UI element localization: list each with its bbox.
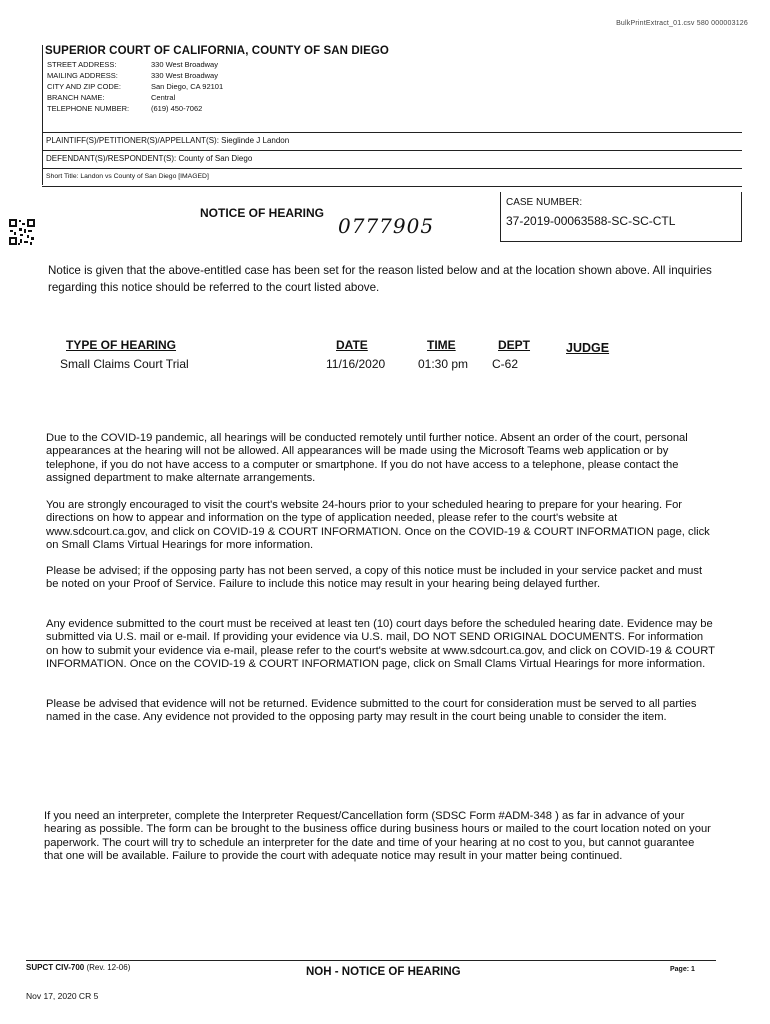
intro-paragraph: Notice is given that the above-entitled case has been set for the reason listed below and at the location shown above. All inquiries regarding this notice should be referred to the court listed above. [48, 264, 712, 294]
hearing-date: 11/16/2020 [326, 357, 386, 371]
header-date: DATE [336, 338, 368, 352]
address-value: (619) 450-7062 [151, 104, 203, 113]
footer-rule [26, 960, 716, 961]
header-judge: JUDGE [566, 341, 610, 355]
court-name: SUPERIOR COURT OF CALIFORNIA, COUNTY OF SAN DIEGO [45, 45, 389, 57]
footer-title: NOH - NOTICE OF HEARING [306, 966, 461, 978]
address-label: MAILING ADDRESS: [47, 71, 118, 80]
rule-above-defendant [42, 150, 742, 151]
paragraph-service: Please be advised; if the opposing party has not been served, a copy of this notice must be included in your service packet and must be noted on your Proof of Service. Failure to include this notice may result in your hearing being delayed further. [46, 565, 703, 591]
hearing-dept: C-62 [492, 357, 519, 371]
short-title: Short Title: Landon vs County of San Diego [IMAGED] [46, 173, 209, 180]
hearing-time: 01:30 pm [418, 357, 469, 371]
address-row-branch [43, 92, 742, 103]
footer-page-number: Page: 1 [670, 966, 695, 973]
notice-title: NOTICE OF HEARING [200, 206, 325, 220]
address-label: TELEPHONE NUMBER: [47, 104, 130, 113]
paragraph-covid: Due to the COVID-19 pandemic, all hearings will be conducted remotely until further notice. Absent an order of the court, personal appearances at the hearing will not be allowed. All appearances will be made using the Microsoft Teams web application or by telephone, if you do not have access to a computer or smartphone. If you do not have access to a telephone, please contact the assigned department to make alternate arrangements. [46, 432, 688, 484]
paragraph-interpreter: If you need an interpreter, complete the Interpreter Request/Cancellation form (SDSC Form #ADM-348 ) as far in advance of your hearing as possible. The form can be brought to the business office during business hours or mailed to the court location noted on your paperwork. The court will try to schedule an interpreter for the date and time of your hearing at no cost to you, but cannot guarantee that one will be available. Failure to provide the court with adequate notice may result in your matter being continued. [44, 810, 711, 862]
address-value: Central [151, 93, 176, 102]
hearing-type: Small Claims Court Trial [60, 357, 189, 371]
paragraph-evidence-return: Please be advised that evidence will not be returned. Evidence submitted to the court for consideration must be served to all parties named in the case. Any evidence not provided to the opposing party may result in the court being unable to consider the item. [46, 698, 697, 724]
case-number: 37-2019-00063588-SC-SC-CTL [506, 214, 676, 228]
header-time: TIME [427, 338, 456, 352]
defendant-line: DEFENDANT(S)/RESPONDENT(S): County of San Diego [46, 154, 253, 163]
form-revision: (Rev. 12-06) [86, 963, 131, 972]
address-value: San Diego, CA 92101 [151, 82, 224, 91]
address-value: 330 West Broadway [151, 71, 218, 80]
address-row-telephone [43, 103, 742, 114]
form-id: SUPCT CIV-700 [26, 963, 85, 972]
rule-above-plaintiff [42, 132, 742, 133]
plaintiff-line: PLAINTIFF(S)/PETITIONER(S)/APPELLANT(S): Sieglinde J Landon [46, 136, 290, 145]
print-reference: BulkPrintExtract_01.csv 580 000003126 [616, 20, 748, 27]
court-address-block [43, 59, 742, 114]
qr-code-icon [8, 218, 36, 246]
address-row-city [43, 81, 742, 92]
address-value: 330 West Broadway [151, 60, 218, 69]
header-dept: DEPT [498, 338, 531, 352]
address-row-street [43, 59, 742, 70]
paragraph-website: You are strongly encouraged to visit the court's website 24-hours prior to your scheduled hearing to prepare for your hearing. For directions on how to appear and information on the type of application needed, please refer to the court's website at www.sdcourt.ca.gov, and click on COVID-19 & COURT INFORMATION. Once on the COVID-19 & COURT INFORMATION page, click on Small Clams Virtual Hearings for more information. [46, 499, 710, 551]
footer-form-id [26, 963, 130, 972]
footer-print-date: Nov 17, 2020 CR 5 [26, 991, 99, 1001]
address-label: CITY AND ZIP CODE: [47, 82, 121, 91]
handwritten-number: 0777905 [338, 214, 435, 238]
header-type-of-hearing: TYPE OF HEARING [66, 338, 177, 352]
rule-below-short-title [42, 186, 742, 187]
court-caption [42, 45, 742, 185]
paragraph-evidence: Any evidence submitted to the court must be received at least ten (10) court days before the scheduled hearing date. Evidence may be submitted via U.S. mail or e-mail. If providing your evidence via U.S. mail, DO NOT SEND ORIGINAL DOCUMENTS. For information on how to submit your evidence via e-mail, please refer to the court's website at www.sdcourt.ca.gov, and click on COVID-19 & COURT INFORMATION. Once on the COVID-19 & COURT INFORMATION page, click on Small Clams Virtual Hearings for more information. [46, 618, 715, 670]
address-label: STREET ADDRESS: [47, 60, 117, 69]
address-label: BRANCH NAME: [47, 93, 105, 102]
case-number-label: CASE NUMBER: [506, 197, 583, 208]
rule-above-short-title [42, 168, 742, 169]
address-row-mailing [43, 70, 742, 81]
